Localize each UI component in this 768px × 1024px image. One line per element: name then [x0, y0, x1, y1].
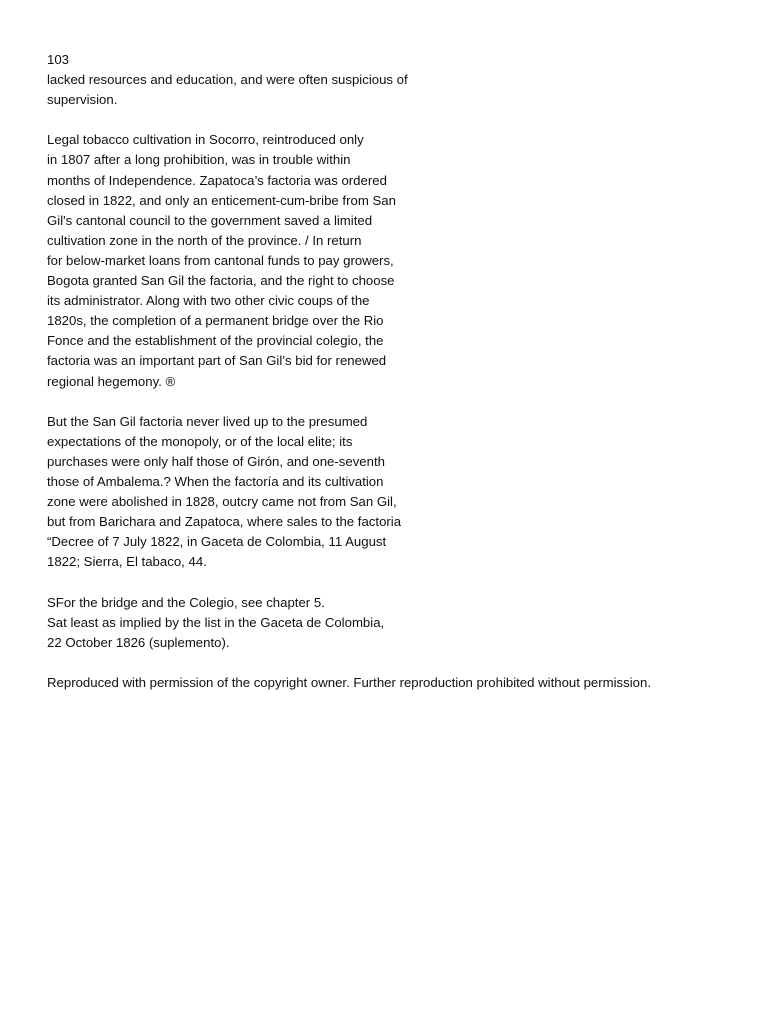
text-line: lacked resources and education, and were often suspicious of — [47, 72, 408, 88]
text-line: 1820s, the completion of a permanent bridge over the Rio — [47, 313, 384, 329]
text-line: factoria was an important part of San Gil’s bid for renewed — [47, 353, 387, 369]
text-line: Fonce and the establishment of the provincial colegio, the — [47, 333, 384, 349]
copyright-notice: Reproduced with permission of the copyright owner. Further reproduction prohibited without permission. — [47, 674, 652, 690]
paragraph-2 — [47, 130, 747, 391]
text-line: zone were abolished in 1828, outcry came not from San Gil, — [47, 494, 397, 510]
text-line: purchases were only half those of Girón, and one-seventh — [47, 453, 385, 469]
text-line: Legal tobacco cultivation in Socorro, reintroduced only — [47, 132, 364, 148]
text-line: Gil's cantonal council to the government saved a limited — [47, 212, 373, 228]
text-line: But the San Gil factoria never lived up to the presumed — [47, 413, 368, 429]
paragraph-3 — [47, 412, 747, 573]
paragraph-1 — [47, 70, 747, 110]
text-line: expectations of the monopoly, or of the local elite; its — [47, 433, 353, 449]
text-line: in 1807 after a long prohibition, was in trouble within — [47, 152, 351, 168]
paragraph-spacer — [47, 110, 747, 130]
footnotes — [47, 593, 747, 653]
text-line: months of Independence. Zapatoca’s factoria was ordered — [47, 172, 387, 188]
text-line: supervision. — [47, 92, 118, 108]
text-line: Bogota granted San Gil the factoria, and the right to choose — [47, 273, 395, 289]
text-line: for below-market loans from cantonal funds to pay growers, — [47, 252, 394, 268]
text-line: those of Ambalema.? When the factoría and its cultivation — [47, 473, 384, 489]
footnote-line: 1822; Sierra, El tabaco, 44. — [47, 554, 207, 570]
footnote-line: “Decree of 7 July 1822, in Gaceta de Colombia, 11 August — [47, 534, 387, 550]
text-line: regional hegemony. ® — [47, 373, 176, 389]
paragraph-spacer — [47, 392, 747, 412]
document-page — [47, 50, 747, 693]
footnote-line: 22 October 1826 (suplemento). — [47, 634, 230, 650]
page-number: 103 — [47, 52, 70, 67]
footnote-line: SFor the bridge and the Colegio, see chapter 5. — [47, 594, 325, 610]
footnote-line: Sat least as implied by the list in the Gaceta de Colombia, — [47, 614, 385, 630]
text-line: closed in 1822, and only an enticement-cum-bribe from San — [47, 192, 396, 208]
paragraph-spacer — [47, 572, 747, 592]
text-line: its administrator. Along with two other civic coups of the — [47, 293, 370, 309]
text-line: but from Barichara and Zapatoca, where sales to the factoria — [47, 514, 402, 530]
paragraph-spacer — [47, 653, 747, 673]
text-line: cultivation zone in the north of the province. / In return — [47, 232, 362, 248]
